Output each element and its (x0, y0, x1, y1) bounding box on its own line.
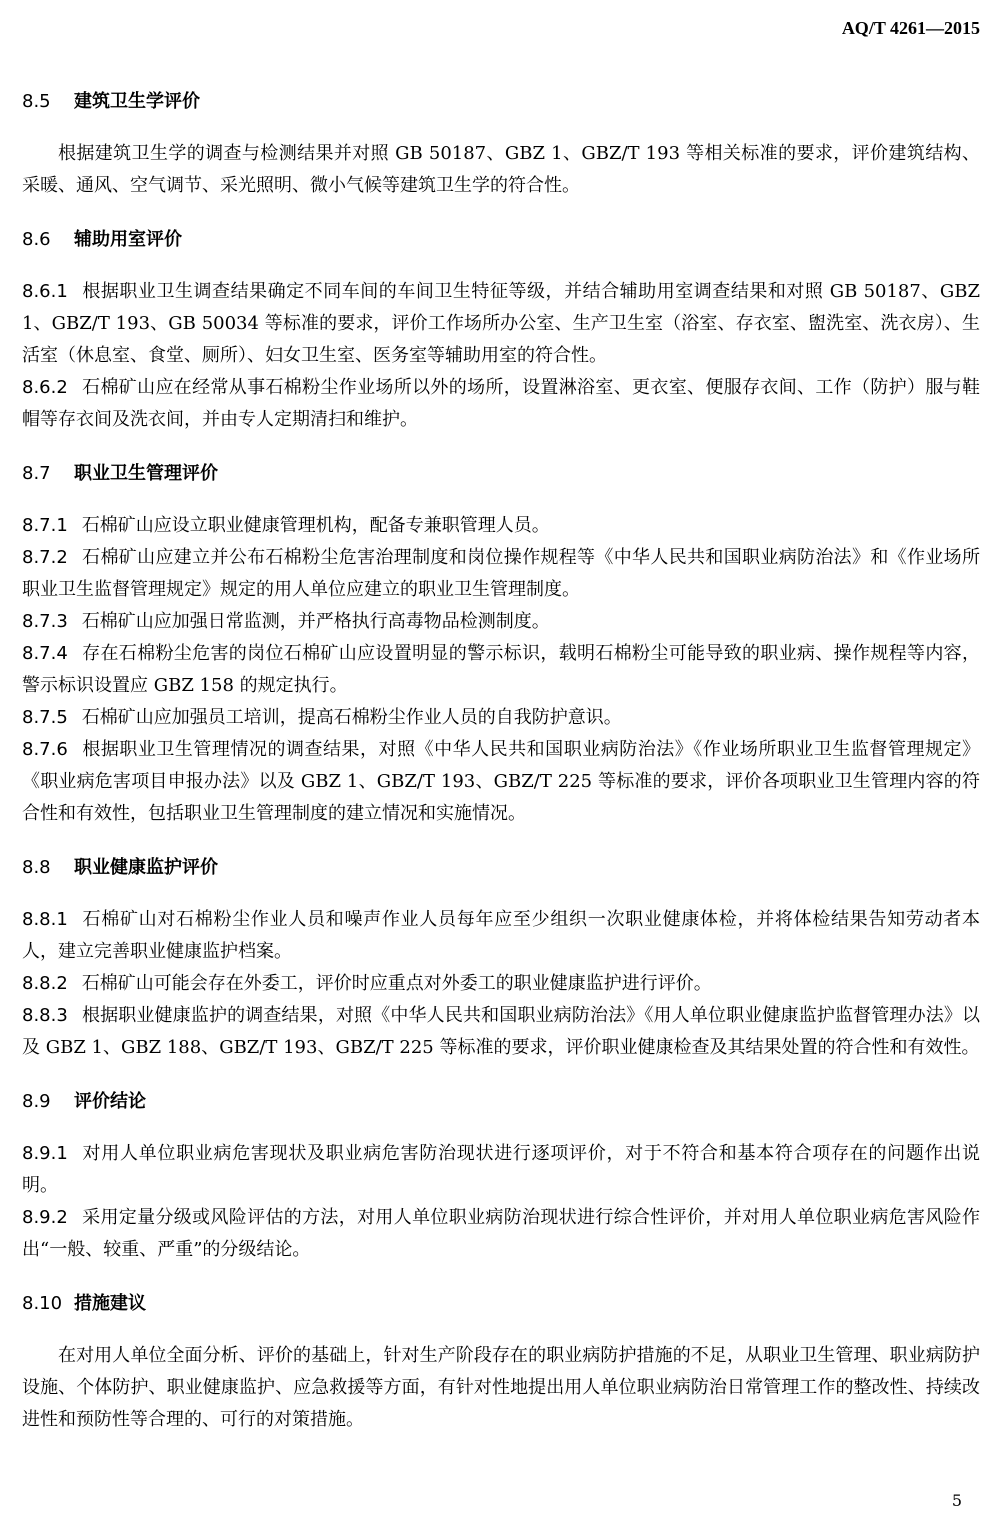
clause-text: 石棉矿山对石棉粉尘作业人员和噪声作业人员每年应至少组织一次职业健康体检，并将体检结果告知劳动者本人，建立完善职业健康监护档案。 (22, 909, 980, 962)
section-title: 职业健康监护评价 (74, 857, 218, 878)
clause-text: 石棉矿山应加强员工培训，提高石棉粉尘作业人员的自我防护意识。 (81, 707, 622, 728)
clause-number: 8.6.1 (22, 281, 68, 302)
section-number: 8.10 (22, 1293, 63, 1314)
clause-number: 8.7.1 (22, 515, 68, 536)
clause-text: 采用定量分级或风险评估的方法，对用人单位职业病防治现状进行综合性评价，并对用人单位职业病危害风险作出“一般、较重、严重”的分级结论。 (22, 1207, 980, 1260)
section-heading (22, 1288, 980, 1320)
clause (22, 702, 980, 734)
clause-number: 8.7.5 (22, 707, 68, 728)
clause (22, 638, 980, 702)
section-8-7 (22, 458, 980, 830)
section-heading (22, 458, 980, 490)
section-heading (22, 1086, 980, 1118)
section-number: 8.5 (22, 91, 51, 112)
clause-number: 8.8.2 (22, 973, 68, 994)
clause-number: 8.7.6 (22, 739, 68, 760)
section-number: 8.6 (22, 229, 51, 250)
clause-text: 石棉矿山应加强日常监测，并严格执行高毒物品检测制度。 (81, 611, 550, 632)
section-number: 8.9 (22, 1091, 51, 1112)
clause (22, 1202, 980, 1266)
clause-text: 石棉矿山应在经常从事石棉粉尘作业场所以外的场所，设置淋浴室、更衣室、便服存衣间、工作（防护）服与鞋帽等存衣间及洗衣间，并由专人定期清扫和维护。 (22, 377, 980, 430)
section-title: 辅助用室评价 (74, 229, 182, 250)
clause-number: 8.8.1 (22, 909, 68, 930)
paragraph-text: 根据建筑卫生学的调查与检测结果并对照 GB 50187、GBZ 1、GBZ/T 193 等相关标准的要求，评价建筑结构、采暖、通风、空气调节、采光照明、微小气候等建筑卫生学的符合性。 (22, 143, 980, 196)
section-title: 职业卫生管理评价 (74, 463, 218, 484)
clause (22, 510, 980, 542)
clause-number: 8.9.2 (22, 1207, 68, 1228)
paragraph (22, 138, 980, 202)
clause-number: 8.8.3 (22, 1005, 68, 1026)
clause-text: 石棉矿山应建立并公布石棉粉尘危害治理制度和岗位操作规程等《中华人民共和国职业病防治法》和《作业场所职业卫生监督管理规定》规定的用人单位应建立的职业卫生管理制度。 (22, 547, 980, 600)
paragraph-text: 在对用人单位全面分析、评价的基础上，针对生产阶段存在的职业病防护措施的不足，从职业卫生管理、职业病防护设施、个体防护、职业健康监护、应急救援等方面，有针对性地提出用人单位职业病防治日常管理工作的整改性、持续改进性和预防性等合理的、可行的对策措施。 (22, 1345, 980, 1430)
clause (22, 606, 980, 638)
clause-text: 石棉矿山可能会存在外委工，评价时应重点对外委工的职业健康监护进行评价。 (81, 973, 712, 994)
clause-text: 根据职业卫生管理情况的调查结果，对照《中华人民共和国职业病防治法》《作业场所职业卫生监督管理规定》《职业病危害项目申报办法》以及 GBZ 1、GBZ/T 193、GBZ/T 225 等标准的要求，评价各项职业卫生管理内容的符合性和有效性，包括职业卫生管理制度的建立情况和实施情况。 (22, 739, 980, 824)
section-number: 8.8 (22, 857, 51, 878)
clause (22, 904, 980, 968)
clause (22, 968, 980, 1000)
clause-number: 8.6.2 (22, 377, 68, 398)
clause-number: 8.7.4 (22, 643, 68, 664)
section-8-9 (22, 1086, 980, 1266)
section-title: 建筑卫生学评价 (74, 91, 200, 112)
clause (22, 1138, 980, 1202)
clause (22, 1000, 980, 1064)
document-code: AQ/T 4261—2015 (841, 18, 980, 38)
section-heading (22, 224, 980, 256)
section-heading (22, 852, 980, 884)
paragraph (22, 1340, 980, 1436)
clause-text: 存在石棉粉尘危害的岗位石棉矿山应设置明显的警示标识，载明石棉粉尘可能导致的职业病、操作规程等内容，警示标识设置应 GBZ 158 的规定执行。 (22, 643, 980, 696)
clause (22, 542, 980, 606)
clause (22, 734, 980, 830)
section-8-5 (22, 86, 980, 202)
clause-number: 8.9.1 (22, 1143, 68, 1164)
clause-text: 根据职业健康监护的调查结果，对照《中华人民共和国职业病防治法》《用人单位职业健康监护监督管理办法》以及 GBZ 1、GBZ 188、GBZ/T 193、GBZ/T 225 等标准的要求，评价职业健康检查及其结果处置的符合性和有效性。 (22, 1005, 980, 1058)
clause-text: 对用人单位职业病危害现状及职业病危害防治现状进行逐项评价，对于不符合和基本符合项存在的问题作出说明。 (22, 1143, 980, 1196)
page-number: 5 (951, 1491, 962, 1510)
section-title: 措施建议 (74, 1293, 146, 1314)
clause-text: 石棉矿山应设立职业健康管理机构，配备专兼职管理人员。 (81, 515, 550, 536)
clause-text: 根据职业卫生调查结果确定不同车间的车间卫生特征等级，并结合辅助用室调查结果和对照 GB 50187、GBZ 1、GBZ/T 193、GB 50034 等标准的要求，评价工作场所办公室、生产卫生室（浴室、存衣室、盥洗室、洗衣房）、生活室（休息室、食堂、厕所）、妇女卫生室、医务室等辅助用室的符合性。 (22, 281, 980, 366)
clause-number: 8.7.3 (22, 611, 68, 632)
section-title: 评价结论 (74, 1091, 146, 1112)
document-body (22, 86, 980, 1458)
section-8-6 (22, 224, 980, 436)
section-8-10 (22, 1288, 980, 1436)
section-8-8 (22, 852, 980, 1064)
clause (22, 276, 980, 372)
clause (22, 372, 980, 436)
clause-number: 8.7.2 (22, 547, 68, 568)
section-heading (22, 86, 980, 118)
section-number: 8.7 (22, 463, 51, 484)
